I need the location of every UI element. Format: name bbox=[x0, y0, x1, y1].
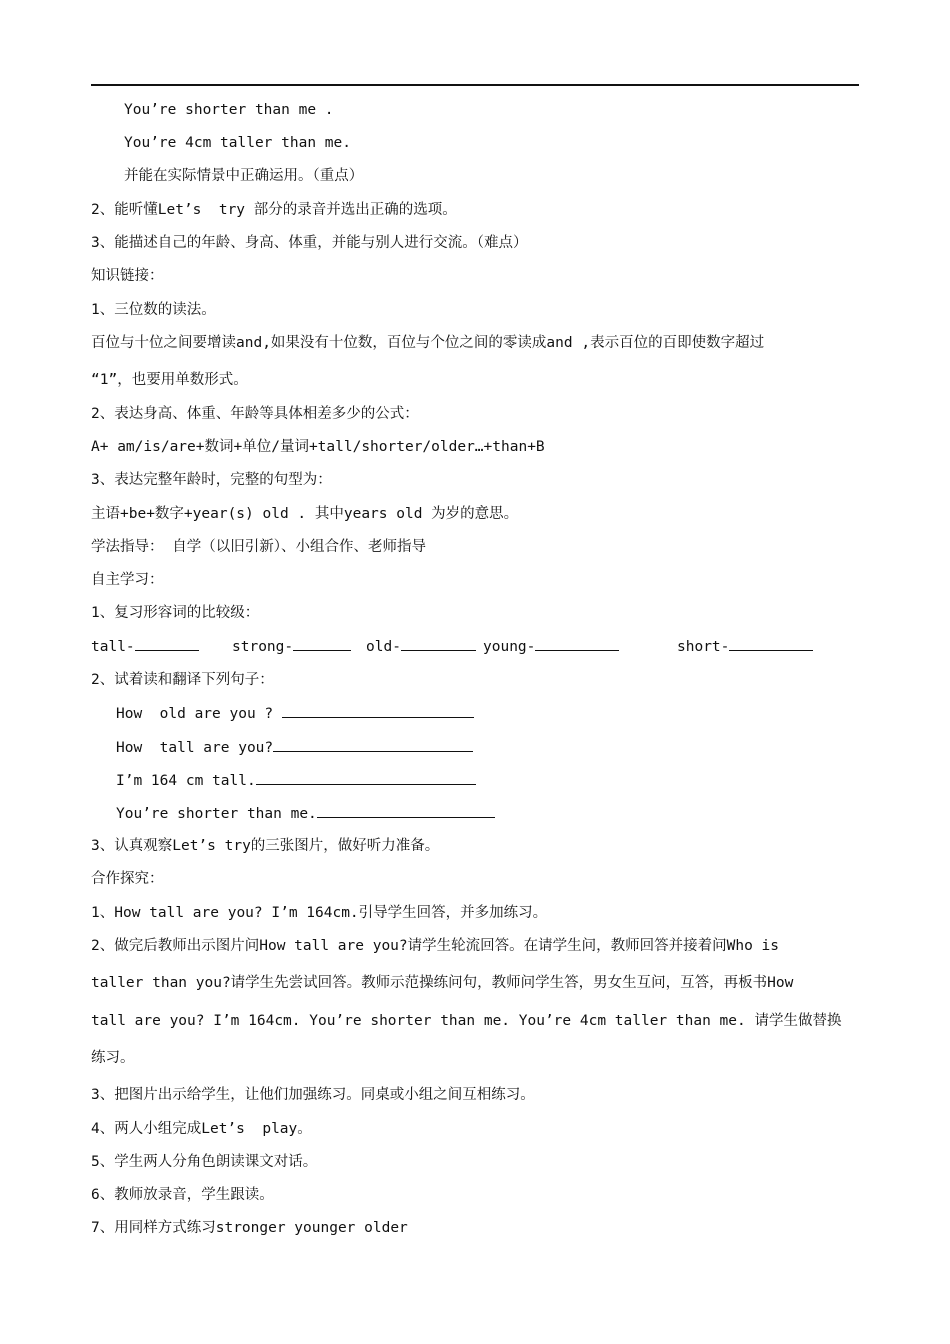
comparative-item: short- bbox=[677, 636, 813, 657]
translation-blank[interactable] bbox=[273, 737, 473, 752]
translation-blank[interactable] bbox=[256, 770, 476, 785]
knowledge-1: 1、三位数的读法。 bbox=[91, 302, 216, 318]
answer-blank[interactable] bbox=[401, 636, 476, 651]
example-sentence-2: You’re 4cm taller than me. bbox=[124, 135, 351, 151]
comparative-item: old- bbox=[366, 636, 476, 657]
self-study-1: 1、复习形容词的比较级： bbox=[91, 605, 260, 621]
comparative-item: tall- bbox=[91, 636, 199, 657]
translate-sentence: How old are you ? bbox=[116, 703, 896, 724]
translation-blank[interactable] bbox=[317, 803, 495, 818]
objective-2: 2、能听懂Let’s try 部分的录音并选出正确的选项。 bbox=[91, 202, 457, 218]
cooperation-4: 4、两人小组完成Let’s play。 bbox=[91, 1121, 312, 1137]
knowledge-1-detail-cont: “1”，也要用单数形式。 bbox=[91, 372, 248, 388]
cooperation-2-cont: taller than you?请学生先尝试回答。教师示范操练问句，教师问学生答，男女生互问，互答，再板书How bbox=[91, 975, 794, 991]
header-rule bbox=[91, 84, 859, 86]
translate-sentence: I’m 164 cm tall. bbox=[116, 770, 896, 791]
knowledge-3-pattern: 主语+be+数字+year(s) old . 其中years old 为岁的意思。 bbox=[91, 506, 519, 522]
self-study-3: 3、认真观察Let’s try的三张图片，做好听力准备。 bbox=[91, 838, 440, 854]
answer-blank[interactable] bbox=[293, 636, 351, 651]
answer-blank[interactable] bbox=[729, 636, 813, 651]
section-heading-self-study: 自主学习： bbox=[91, 572, 164, 588]
cooperation-6: 6、教师放录音，学生跟读。 bbox=[91, 1187, 274, 1203]
cooperation-1: 1、How tall are you? I’m 164cm.引导学生回答，并多加练习。 bbox=[91, 905, 548, 921]
objective-note: 并能在实际情景中正确运用。（重点） bbox=[124, 168, 364, 184]
translate-sentence: You’re shorter than me. bbox=[116, 803, 896, 824]
section-heading-knowledge: 知识链接： bbox=[91, 268, 164, 284]
knowledge-1-detail: 百位与十位之间要增读and,如果没有十位数，百位与个位之间的零读成and ,表示百位的百即使数字超过 bbox=[91, 335, 765, 351]
knowledge-3: 3、表达完整年龄时，完整的句型为： bbox=[91, 472, 332, 488]
cooperation-2-cont: 练习。 bbox=[91, 1050, 135, 1066]
cooperation-7: 7、用同样方式练习stronger younger older bbox=[91, 1220, 408, 1236]
cooperation-3: 3、把图片出示给学生，让他们加强练习。同桌或小组之间互相练习。 bbox=[91, 1087, 535, 1103]
knowledge-2: 2、表达身高、体重、年龄等具体相差多少的公式： bbox=[91, 406, 419, 422]
comparative-blanks-row bbox=[91, 636, 871, 656]
answer-blank[interactable] bbox=[135, 636, 199, 651]
comparative-item: young- bbox=[483, 636, 619, 657]
comparative-item: strong- bbox=[232, 636, 351, 657]
cooperation-2: 2、做完后教师出示图片问How tall are you?请学生轮流回答。在请学生问，教师回答并接着问Who is bbox=[91, 938, 780, 954]
translation-blank[interactable] bbox=[282, 703, 474, 718]
knowledge-2-formula: A+ am/is/are+数词+单位/量词+tall/shorter/older…+than+B bbox=[91, 439, 545, 455]
cooperation-2-cont: tall are you? I’m 164cm. You’re shorter than me. You’re 4cm taller than me. 请学生做替换 bbox=[91, 1013, 842, 1029]
answer-blank[interactable] bbox=[535, 636, 619, 651]
study-method: 学法指导： 自学（以旧引新）、小组合作、老师指导 bbox=[91, 539, 426, 555]
objective-3: 3、能描述自己的年龄、身高、体重，并能与别人进行交流。（难点） bbox=[91, 235, 528, 251]
self-study-2: 2、试着读和翻译下列句子： bbox=[91, 672, 274, 688]
translate-sentence: How tall are you? bbox=[116, 737, 896, 758]
example-sentence-1: You’re shorter than me . bbox=[124, 102, 334, 118]
section-heading-cooperation: 合作探究： bbox=[91, 871, 164, 887]
cooperation-5: 5、学生两人分角色朗读课文对话。 bbox=[91, 1154, 318, 1170]
